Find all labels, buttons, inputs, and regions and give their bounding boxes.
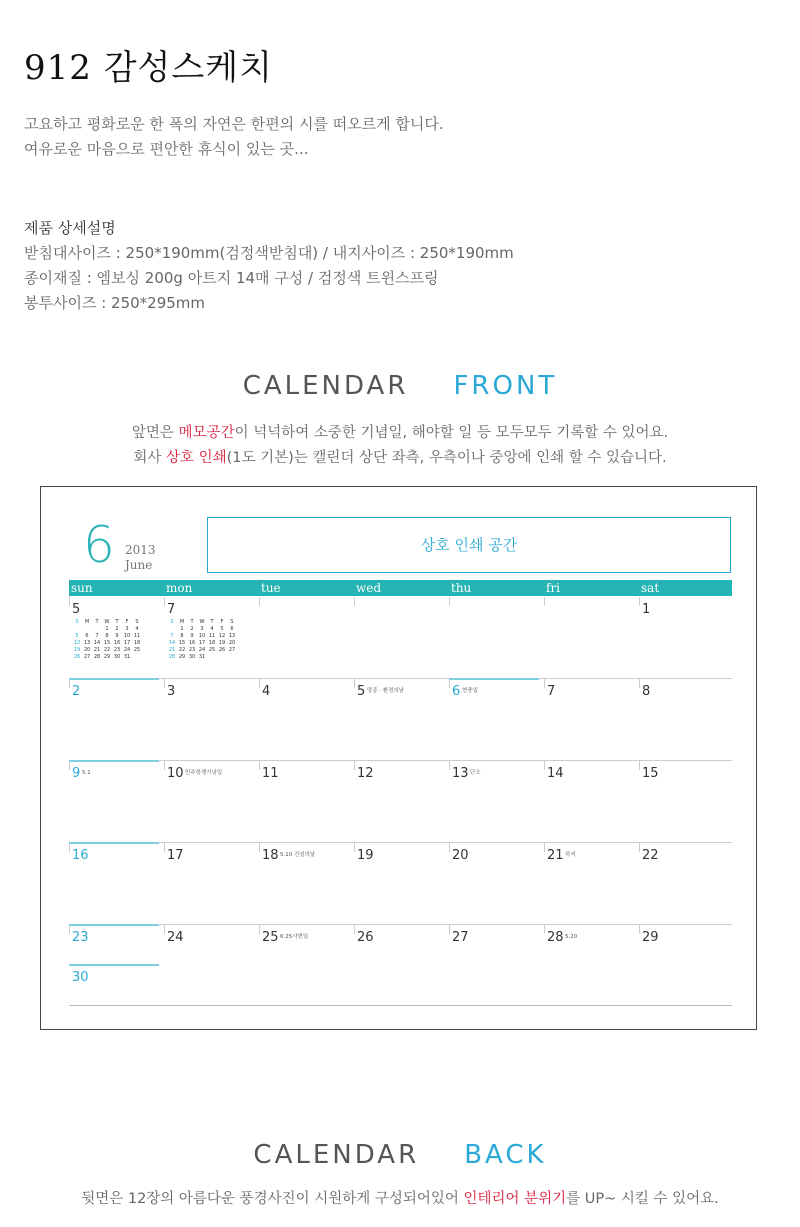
mini-jul-day: 29	[178, 654, 186, 660]
calendar-year: 2013	[125, 543, 156, 557]
cell-tick	[449, 761, 450, 770]
calendar-bottom-rule	[69, 1005, 732, 1006]
day-number: 24	[167, 930, 184, 945]
mini-jul-day: 2	[190, 626, 194, 632]
mini-jul-day: 22	[178, 647, 186, 653]
mini-may-day: 25	[133, 647, 141, 653]
mini-jul-day: 1	[180, 626, 184, 632]
day-number: 15	[642, 766, 659, 781]
mini-may-day: 18	[133, 640, 141, 646]
product-title: 912 감성스케치	[24, 48, 273, 88]
day-highlight-line	[69, 678, 159, 680]
mini-may-label: 5	[72, 602, 81, 617]
mini-may-day: 8	[105, 633, 109, 639]
cell-tick	[639, 597, 640, 606]
front-heading-word1: CALENDAR	[242, 371, 409, 401]
day-number: 30	[72, 970, 89, 985]
cell-tick	[354, 843, 355, 852]
mini-may-day: 22	[103, 647, 111, 653]
mini-jul-day: 14	[168, 640, 176, 646]
mini-jul-day: 18	[208, 640, 216, 646]
mini-may-day: S	[75, 619, 79, 625]
day-number: 25	[262, 930, 279, 945]
front-intro-line-1	[0, 421, 800, 446]
mini-may-day: 29	[103, 654, 111, 660]
day-number: 1	[642, 602, 651, 617]
front-line1-highlight: 메모공간	[178, 425, 235, 441]
day-highlight-line	[69, 842, 159, 844]
mini-jul-day: 26	[218, 647, 226, 653]
mini-jul-label: 7	[167, 602, 176, 617]
cell-tick	[164, 843, 165, 852]
day-note: 현충일	[462, 688, 478, 694]
mini-may-day: 21	[93, 647, 101, 653]
cell-tick	[544, 925, 545, 934]
calendar-preview	[40, 486, 757, 1030]
spec-title: 제품 상세설명	[24, 219, 116, 237]
mini-jul-day: F	[220, 619, 224, 625]
mini-may-day: 14	[93, 640, 101, 646]
day-number: 18	[262, 848, 279, 863]
cell-tick	[449, 597, 450, 606]
mini-jul-day: 12	[218, 633, 226, 639]
cell-tick	[164, 679, 165, 688]
day-note: 5.20	[565, 934, 578, 940]
day-number: 23	[72, 930, 89, 945]
front-line2-post: (1도 기본)는 캘린더 상단 좌측, 우측이나 중앙에 인쇄 할 수 있습니다.	[226, 450, 667, 466]
day-number: 16	[72, 848, 89, 863]
mini-may-day: 24	[123, 647, 131, 653]
day-number: 6	[452, 684, 461, 699]
mini-may-day: T	[95, 619, 99, 625]
mini-jul-day: 19	[218, 640, 226, 646]
mini-may-day: 23	[113, 647, 121, 653]
day-number: 20	[452, 848, 469, 863]
front-line1-post: 이 넉넉하여 소중한 기념일, 해야할 일 등 모두모두 기록할 수 있어요.	[234, 425, 669, 441]
back-heading-word1: CALENDAR	[253, 1140, 420, 1170]
front-line2-pre: 회사	[133, 450, 166, 466]
spec-line-3: 봉투사이즈 : 250*295mm	[24, 294, 206, 312]
product-spec	[24, 216, 514, 316]
mini-jul-day: 25	[208, 647, 216, 653]
day-number: 26	[357, 930, 374, 945]
spec-line-2: 종이재질 : 엠보싱 200g 아트지 14매 구성 / 검정색 트윈스프링	[24, 269, 439, 287]
day-number: 14	[547, 766, 564, 781]
day-number: 27	[452, 930, 469, 945]
cell-tick	[69, 925, 70, 934]
day-number: 4	[262, 684, 271, 699]
day-number: 29	[642, 930, 659, 945]
mini-jul-day: 21	[168, 647, 176, 653]
day-highlight-line	[69, 964, 159, 966]
cell-tick	[259, 679, 260, 688]
weekday-header	[69, 580, 732, 596]
mini-may-day: 5	[75, 633, 79, 639]
week-divider	[69, 924, 732, 925]
mini-may-day: 10	[123, 633, 131, 639]
day-number: 9	[72, 766, 81, 781]
back-line-pre: 뒷면은 12장의 아름다운 풍경사진이 시원하게 구성되어있어	[81, 1191, 464, 1207]
calendar-month-number: 6	[83, 516, 115, 574]
mini-may-day: 16	[113, 640, 121, 646]
mini-jul-day: 27	[228, 647, 236, 653]
mini-jul-day: 24	[198, 647, 206, 653]
mini-jul-day: 3	[200, 626, 204, 632]
weekday-fri: fri	[546, 581, 561, 595]
product-description	[24, 112, 444, 162]
mini-may-day: 19	[73, 647, 81, 653]
day-highlight-line	[69, 760, 159, 762]
mini-may-day: 3	[125, 626, 129, 632]
mini-jul-day: 31	[198, 654, 206, 660]
day-number: 3	[167, 684, 176, 699]
mini-may-day: T	[115, 619, 119, 625]
mini-jul-day: 7	[170, 633, 174, 639]
mini-may-day: 17	[123, 640, 131, 646]
week-divider	[69, 760, 732, 761]
cell-tick	[69, 761, 70, 770]
mini-jul-day: 20	[228, 640, 236, 646]
cell-tick	[259, 761, 260, 770]
mini-may-day: M	[84, 619, 90, 625]
weekday-wed: wed	[356, 581, 382, 595]
day-number: 13	[452, 766, 469, 781]
front-line2-highlight: 상호 인쇄	[165, 450, 227, 466]
mini-jul-day: W	[199, 619, 205, 625]
day-number: 11	[262, 766, 279, 781]
cell-tick	[544, 761, 545, 770]
day-note: 단오	[470, 770, 481, 776]
mini-may-day: 7	[95, 633, 99, 639]
mini-jul-day: 6	[230, 626, 234, 632]
mini-may-day: 4	[135, 626, 139, 632]
mini-may-day: 12	[73, 640, 81, 646]
back-heading	[0, 1140, 800, 1170]
weekday-tue: tue	[261, 581, 281, 595]
cell-tick	[259, 925, 260, 934]
mini-jul-day: 10	[198, 633, 206, 639]
week-divider	[69, 842, 732, 843]
mini-may-day: 15	[103, 640, 111, 646]
mini-may-day: 11	[133, 633, 141, 639]
mini-jul-day: 13	[228, 633, 236, 639]
mini-jul-day: 15	[178, 640, 186, 646]
mini-jul-day: S	[170, 619, 174, 625]
weekday-sat: sat	[641, 581, 660, 595]
back-line-highlight: 인테리어 분위기	[463, 1191, 567, 1207]
cell-tick	[259, 843, 260, 852]
weekday-thu: thu	[451, 581, 472, 595]
spec-line-1: 받침대사이즈 : 250*190mm(검정색받침대) / 내지사이즈 : 250*190mm	[24, 244, 514, 262]
mini-jul-day: 30	[188, 654, 196, 660]
mini-may-day: 13	[83, 640, 91, 646]
day-number: 21	[547, 848, 564, 863]
mini-may-day: 6	[85, 633, 89, 639]
mini-may-day: 20	[83, 647, 91, 653]
front-line1-pre: 앞면은	[131, 425, 179, 441]
mini-jul-day: 9	[190, 633, 194, 639]
mini-jul-day: S	[230, 619, 234, 625]
cell-tick	[449, 925, 450, 934]
cell-tick	[164, 761, 165, 770]
cell-tick	[164, 597, 165, 606]
front-intro-line-2	[0, 446, 800, 471]
day-highlight-line	[69, 924, 159, 926]
mini-jul-day: M	[179, 619, 185, 625]
calendar-month-name: June	[125, 558, 153, 572]
description-line-1: 고요하고 평화로운 한 폭의 자연은 한편의 시를 떠오르게 합니다.	[24, 115, 444, 133]
cell-tick	[354, 679, 355, 688]
cell-tick	[69, 843, 70, 852]
day-note: 5.10 건설의날	[280, 852, 316, 858]
day-note: 6.25사변일	[280, 934, 309, 940]
mini-jul-day: 16	[188, 640, 196, 646]
mini-may-day: 26	[73, 654, 81, 660]
mini-jul-day: 17	[198, 640, 206, 646]
mini-may-day: 9	[115, 633, 119, 639]
front-heading	[0, 371, 800, 401]
company-logo-space: 상호 인쇄 공간	[207, 517, 731, 573]
mini-may-day: W	[104, 619, 110, 625]
cell-tick	[69, 679, 70, 688]
cell-tick	[544, 679, 545, 688]
cell-tick	[449, 843, 450, 852]
mini-jul-day: 8	[180, 633, 184, 639]
day-number: 5	[357, 684, 366, 699]
day-number: 7	[547, 684, 556, 699]
mini-may-day: 27	[83, 654, 91, 660]
front-intro	[0, 421, 800, 471]
day-number: 2	[72, 684, 81, 699]
mini-jul-day: T	[210, 619, 214, 625]
cell-tick	[69, 597, 70, 606]
cell-tick	[639, 761, 640, 770]
cell-tick	[639, 843, 640, 852]
mini-may-day: 28	[93, 654, 101, 660]
back-heading-word2: BACK	[464, 1140, 547, 1170]
day-number: 17	[167, 848, 184, 863]
mini-jul-day: 5	[220, 626, 224, 632]
day-number: 8	[642, 684, 651, 699]
day-number: 19	[357, 848, 374, 863]
week-divider	[69, 678, 732, 679]
mini-may-day: S	[135, 619, 139, 625]
cell-tick	[449, 679, 450, 688]
cell-tick	[354, 597, 355, 606]
cell-tick	[544, 843, 545, 852]
day-note: 5.1	[82, 770, 91, 776]
day-number: 12	[357, 766, 374, 781]
mini-may-day: 2	[115, 626, 119, 632]
day-number: 28	[547, 930, 564, 945]
day-highlight-line	[449, 678, 539, 680]
day-number: 10	[167, 766, 184, 781]
cell-tick	[639, 679, 640, 688]
cell-tick	[354, 925, 355, 934]
day-note: 하지	[565, 852, 576, 858]
front-heading-word2: FRONT	[453, 371, 558, 401]
mini-jul-day: 23	[188, 647, 196, 653]
back-intro	[0, 1187, 800, 1212]
description-line-2: 여유로운 마음으로 편안한 휴식이 있는 곳...	[24, 140, 309, 158]
cell-tick	[354, 761, 355, 770]
mini-jul-day: 4	[210, 626, 214, 632]
day-number: 22	[642, 848, 659, 863]
mini-may-day: 30	[113, 654, 121, 660]
back-line-post: 를 UP~ 시킬 수 있어요.	[566, 1191, 719, 1207]
day-note: 망종 · 환경의날	[367, 688, 405, 694]
weekday-sun: sun	[71, 581, 93, 595]
mini-jul-day: 11	[208, 633, 216, 639]
weekday-mon: mon	[166, 581, 193, 595]
back-intro-line	[0, 1187, 800, 1212]
cell-tick	[544, 597, 545, 606]
mini-may-day: 1	[105, 626, 109, 632]
cell-tick	[639, 925, 640, 934]
day-note: 민주항쟁기념일	[185, 770, 223, 776]
cell-tick	[259, 597, 260, 606]
mini-may-day: F	[125, 619, 129, 625]
mini-jul-day: T	[190, 619, 194, 625]
cell-tick	[164, 925, 165, 934]
mini-jul-day: 28	[168, 654, 176, 660]
mini-may-day: 31	[123, 654, 131, 660]
